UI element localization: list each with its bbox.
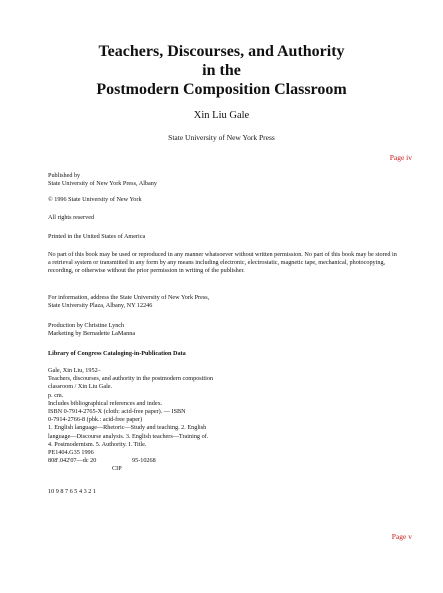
publisher-name: State University of New York Press	[168, 133, 275, 142]
book-title	[0, 42, 443, 99]
cip-line: PE1404.G35 1996	[48, 449, 94, 457]
cip-line: classroom / Xin Liu Gale.	[48, 383, 113, 391]
cip-number: 95-10268	[132, 457, 156, 465]
printing-line: 10 9 8 7 6 5 4 3 2 1	[48, 488, 96, 495]
cip-line: p. cm.	[48, 391, 64, 399]
author-name: Xin Liu Gale	[193, 110, 250, 121]
title-line-1: Teachers, Discourses, and Authority	[98, 43, 345, 60]
page-marker-iv: Page iv	[389, 153, 412, 162]
cip-classification-row	[48, 457, 398, 465]
cip-line: Gale, Xin Liu, 1952–	[48, 367, 101, 374]
info-line-1: For information, address the State University of New York Press,	[48, 294, 210, 301]
cip-line: 4. Postmodernism. 5. Authority. I. Title.	[48, 440, 147, 448]
cip-record	[48, 367, 398, 474]
credits-block	[48, 322, 398, 338]
copyright-line: © 1996 State University of New York	[48, 196, 142, 203]
published-line-2: State University of New York Press, Albany	[48, 180, 157, 188]
information-block	[48, 294, 398, 310]
cip-line: 0-7914-2766-8 (pbk.: acid-free paper)	[48, 416, 143, 424]
cip-line: Includes bibliographical references and index.	[48, 399, 163, 407]
cip-line: language—Discourse analysis. 3. English teachers—Training of.	[48, 432, 209, 440]
cip-label-row	[48, 465, 398, 473]
info-line-2: State University Plaza, Albany, NY 12246	[48, 302, 153, 310]
cip-line: 1. English language—Rhetoric—Study and teaching. 2. English	[48, 424, 207, 432]
cip-label: CIP	[112, 465, 122, 473]
cip-classification: 808'.042'07—dc 20	[48, 457, 97, 465]
cip-heading: Library of Congress Cataloging-in-Publication Data	[48, 350, 186, 357]
published-line-1: Published by	[48, 172, 81, 179]
credit-production: Production by Christine Lynch	[48, 322, 125, 329]
printed-line: Printed in the United States of America	[48, 233, 146, 240]
reproduction-notice	[48, 251, 398, 276]
credit-marketing: Marketing by Bernadette LaManna	[48, 330, 136, 338]
cip-line: Teachers, discourses, and authority in the postmodern composition	[48, 375, 214, 383]
published-by-block	[48, 172, 398, 188]
cip-line: ISBN 0-7914-2765-X (cloth: acid-free paper). — ISBN	[48, 408, 186, 416]
reproduction-notice-text: No part of this book may be used or reproduced in any manner whatsoever without written permission. No part of this book may be stored in a retrieval system or transmitted in any form by any means including electronic, electrostatic, magnetic tape, mechanical, photocopying, recording, or otherwise without the prior permission in writing of the publisher.	[48, 251, 397, 275]
title-line-2: in the	[202, 62, 241, 79]
rights-line: All rights reserved	[48, 214, 95, 221]
page-marker-v: Page v	[391, 532, 412, 541]
title-line-3: Postmodern Composition Classroom	[96, 81, 347, 98]
